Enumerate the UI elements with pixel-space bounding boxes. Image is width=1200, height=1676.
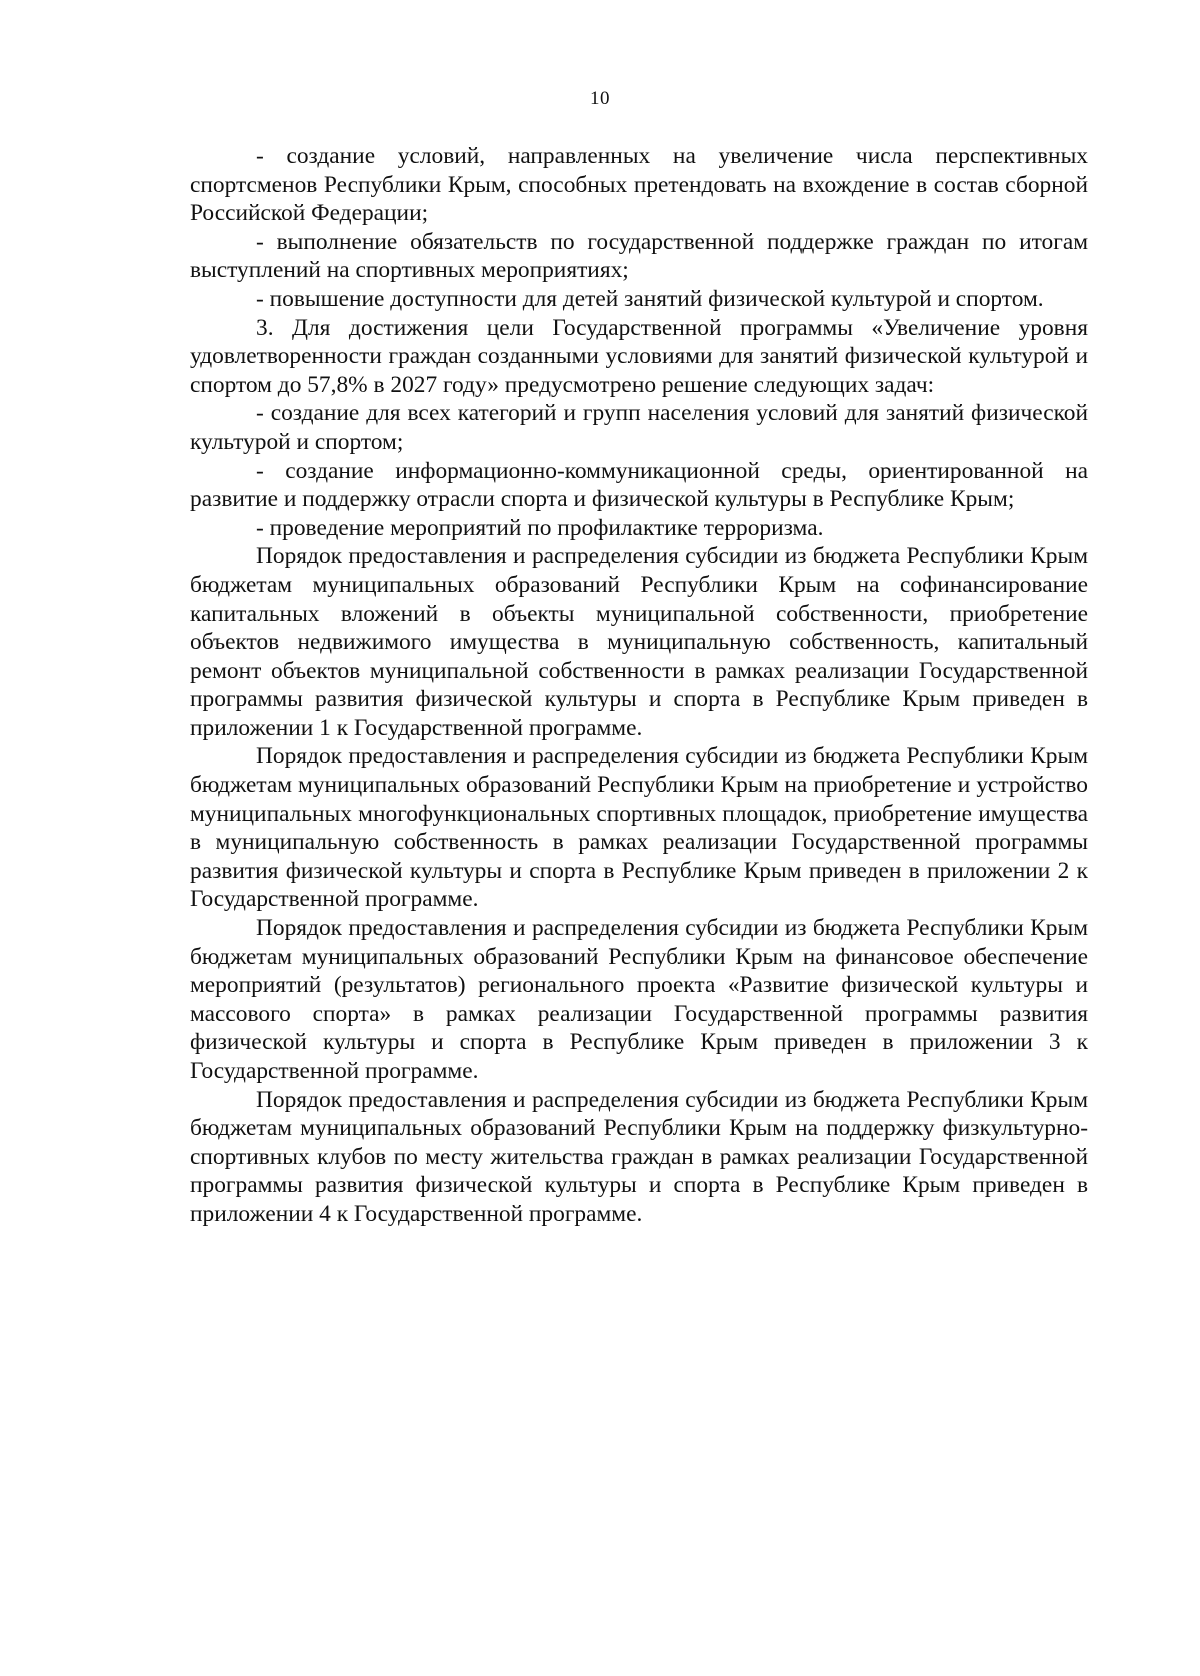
paragraph-appendix-1: Порядок предоставления и распределения субсидии из бюджета Республики Крым бюджетам муниципальных образований Республики Крым на софинансирование капитальных вложений в объекты муниципальной собственности, приобретение объектов недвижимого имущества в муниципальную собственность, капитальный ремонт объектов муниципальной собственности в рамках реализации Государственной программы развития физической культуры и спорта в Республике Крым приведен в приложении 1 к Государственной программе. xyxy=(190,543,1088,741)
paragraph-appendix-3: Порядок предоставления и распределения субсидии из бюджета Республики Крым бюджетам муниципальных образований Республики Крым на финансовое обеспечение мероприятий (результатов) регионального проекта «Развитие физической культуры и массового спорта» в рамках реализации Государственной программы развития физической культуры и спорта в Республике Крым приведен в приложении 3 к Государственной программе. xyxy=(190,915,1088,1084)
paragraph-task-conditions: - создание для всех категорий и групп населения условий для занятий физической культурой и спортом; xyxy=(190,400,1088,455)
paragraph-task-support: - выполнение обязательств по государственной поддержке граждан по итогам выступлений на спортивных мероприятиях; xyxy=(190,228,1088,284)
paragraph-task-information: - создание информационно-коммуникационной среды, ориентированной на развитие и поддержку отрасли спорта и физической культуры в Республике Крым; xyxy=(190,457,1088,513)
document-body xyxy=(190,142,1088,1229)
paragraph-goal-3: 3. Для достижения цели Государственной программы «Увеличение уровня удовлетворенности граждан созданными условиями для занятий физической культурой и спортом до 57,8% в 2027 году» предусмотрено решение следующих задач: xyxy=(190,314,1088,398)
paragraph-task-children: - повышение доступности для детей занятий физической культурой и спортом. xyxy=(256,285,1044,312)
paragraph-task-terrorism: - проведение мероприятий по профилактике терроризма. xyxy=(256,514,824,541)
page-number: 10 xyxy=(590,88,610,109)
paragraph-appendix-4: Порядок предоставления и распределения субсидии из бюджета Республики Крым бюджетам муниципальных образований Республики Крым на поддержку физкультурно-спортивных клубов по месту жительства граждан в рамках реализации Государственной программы развития физической культуры и спорта в Республике Крым приведен в приложении 4 к Государственной программе. xyxy=(190,1086,1088,1227)
paragraph-appendix-2: Порядок предоставления и распределения субсидии из бюджета Республики Крым бюджетам муниципальных образований Республики Крым на приобретение и устройство муниципальных многофункциональных спортивных площадок, приобретение имущества в муниципальную собственность в рамках реализации Государственной программы развития физической культуры и спорта в Республике Крым приведен в приложении 2 к Государственной программе. xyxy=(190,743,1088,913)
paragraph-task-athletes: - создание условий, направленных на увеличение числа перспективных спортсменов Республики Крым, способных претендовать на вхождение в состав сборной Российской Федерации; xyxy=(190,143,1088,227)
